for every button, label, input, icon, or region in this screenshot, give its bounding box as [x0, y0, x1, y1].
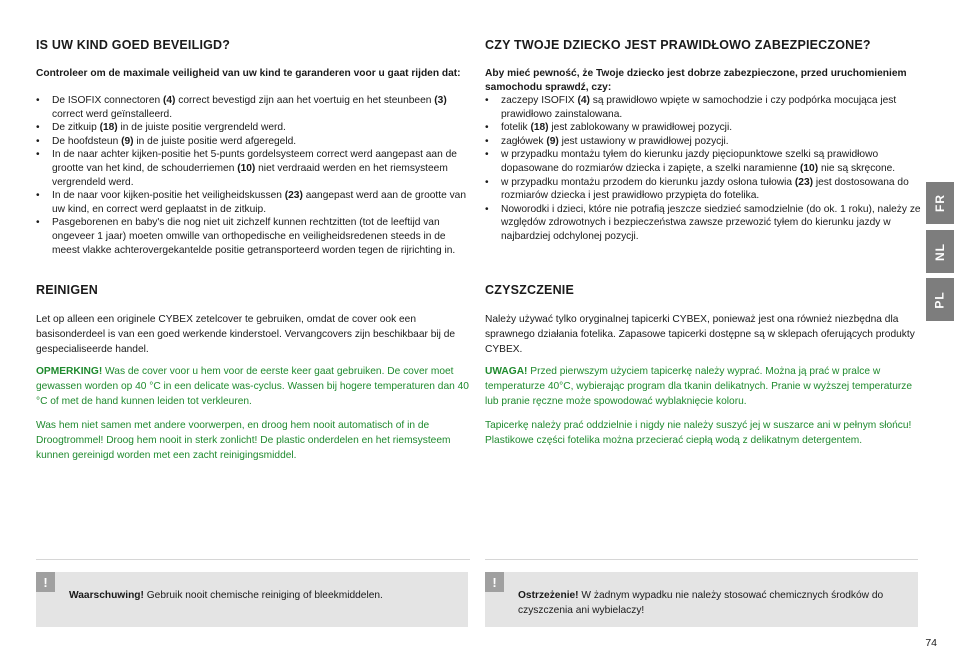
section-heading-safety: IS UW KIND GOED BEVEILIGD? [36, 38, 231, 52]
part-number: (10) [237, 162, 256, 174]
bullet-icon: • [485, 176, 489, 188]
lang-tab-label: FR [933, 194, 947, 212]
divider-left [36, 559, 470, 560]
part-number: (9) [121, 135, 134, 147]
item-text: aangepast werd aan de grootte van uw kind, en correct werd geplaatst in de zitkuip. [52, 190, 466, 215]
lang-tab-label: NL [933, 242, 947, 261]
checklist-item [36, 121, 470, 135]
item-text: In de naar achter kijken-positie het 5-punts gordelsysteem correct werd aangepast aan de grootte van het kind, de schouderriemen [52, 149, 457, 174]
bullet-icon: • [36, 149, 40, 161]
item-text: correct bevestigd zijn aan het voertuig en het steunbeen [175, 95, 435, 106]
item-text: De ISOFIX connectoren [52, 95, 163, 106]
cleaning-note-2: Tapicerkę należy prać oddzielnie i nigdy nie należy suszyć jej w suszarce ani w pełnym słońcu! Plastikowe części fotelika można przecierać ciepłą wodą z delikatnym detergentem. [485, 420, 912, 446]
part-number: (4) [577, 95, 590, 106]
item-text: nie są skręcone. [818, 162, 896, 174]
checklist-item [36, 94, 470, 121]
exclamation-icon: ! [485, 572, 504, 592]
section-heading-safety: CZY TWOJE DZIECKO JEST PRAWIDŁOWO ZABEZPIECZONE? [485, 38, 871, 52]
warning-box-dutch [36, 572, 468, 627]
exclamation-icon: ! [36, 572, 55, 592]
item-text: fotelik [501, 122, 531, 134]
item-text: in de juiste positie vergrendeld werd. [117, 122, 286, 134]
checklist-item [485, 148, 925, 175]
cleaning-body: Należy używać tylko oryginalnej tapicerki CYBEX, ponieważ jest ona również niezbędna dla sprawnego działania fotelika. Zapasowe tapicerki dostępne są w sklepach oferujących produkty CYBEX. [485, 314, 915, 355]
safety-intro: Aby mieć pewność, że Twoje dziecko jest dobrze zabezpieczone, przed uruchomieniem samochodu sprawdź, czy: [485, 68, 907, 93]
warning-body: Gebruik nooit chemische reiniging of bleekmiddelen. [143, 590, 383, 601]
item-text: in de juiste positie werd afgeregeld. [133, 135, 297, 147]
page-number: 74 [925, 637, 937, 649]
bullet-icon: • [485, 135, 489, 147]
checklist-item [485, 176, 925, 203]
part-number: (3) [434, 95, 447, 106]
safety-checklist [485, 94, 925, 244]
part-number: (4) [162, 95, 176, 106]
lang-tab-fr[interactable] [926, 182, 954, 224]
item-text: zagłówek [501, 135, 547, 147]
part-number: (18) [99, 122, 118, 134]
bullet-icon: • [36, 95, 40, 106]
checklist-item [36, 148, 470, 189]
checklist-item [485, 94, 925, 121]
warning-text [518, 588, 898, 618]
item-text: niet verdraaid werden en het riemsysteem vergrendeld werd. [52, 162, 448, 188]
lang-tab-label: PL [933, 290, 947, 309]
item-text: Noworodki i dzieci, które nie potrafią jeszcze siedzieć samodzielnie (do ok. 1 roku), należy ze względów zdrowotnych i bezpieczeństwa zawsze przewozić tyłem do kierunku jazdy w najbardziej odchylonej pozycji. [501, 203, 921, 242]
bullet-icon: • [485, 203, 489, 215]
item-text: Pasgeborenen en baby's die nog niet uit zichzelf kunnen rechtzitten (tot de leeftijd van ongeveer 1 jaar) moeten omwille van orthopedische en veiligheidsredenen steeds in de meest vlakke achterovergekantelde positie getransporteerd worden tegen de rijrichting in. [52, 217, 456, 256]
item-text: w przypadku montażu tyłem do kierunku jazdy pięciopunktowe szelki są prawidłowo dopasowane do rozmiarów dziecka i zapięte, a szelki naramienne [501, 149, 879, 174]
lang-tab-nl[interactable] [926, 230, 954, 273]
part-number: (23) [794, 176, 814, 188]
section-heading-cleaning: REINIGEN [36, 283, 99, 297]
safety-checklist [36, 94, 470, 257]
checklist-item [36, 135, 470, 149]
warning-box-polish [485, 572, 918, 627]
item-text: De zitkuip [52, 122, 100, 134]
item-text: jest dostosowana do rozmiarów dziecka i jest prawidłowo przypięta do fotelika. [501, 176, 909, 202]
item-text: są prawidłowo wpięte w samochodzie i czy podpórka mocująca jest prawidłowo zainstalowana. [501, 95, 897, 120]
item-text: w przypadku montażu przodem do kierunku jazdy osłona tułowia [501, 176, 795, 188]
bullet-icon: • [485, 122, 489, 134]
warning-label: Ostrzeżenie! [518, 590, 579, 601]
warning-label: Waarschuwing! [69, 590, 144, 601]
cleaning-body: Let op alleen een originele CYBEX zetelcover te gebruiken, omdat de cover ook een basisonderdeel is van een goed werkende kinderstoel. Vervangcovers zijn beschikbaar bij de gespecialiseerde handel. [36, 314, 456, 355]
lang-tab-pl[interactable] [926, 278, 954, 321]
part-number: (9) [546, 135, 559, 147]
checklist-item [36, 189, 470, 216]
part-number: (18) [530, 122, 549, 134]
checklist-item [485, 203, 925, 244]
item-text: In de naar voor kijken-positie het veiligheidskussen [52, 190, 285, 202]
item-text: jest ustawiony w prawidłowej pozycji. [558, 135, 729, 147]
item-text: De hoofdsteun [52, 135, 122, 147]
bullet-icon: • [36, 190, 40, 202]
cleaning-note-2: Was hem niet samen met andere voorwerpen, en droog hem nooit automatisch of in de Droogtrommel! Droog hem nooit in sterk zonlicht! De plastic onderdelen en het riemsysteem kunnen gereinigd worden met een zacht reinigingsmiddel. [36, 420, 451, 461]
item-text: zaczepy ISOFIX [501, 95, 578, 106]
divider-right [485, 559, 918, 560]
item-text: jest zablokowany w prawidłowej pozycji. [548, 122, 733, 134]
safety-intro: Controleer om de maximale veiligheid van uw kind te garanderen voor u gaat rijden dat: [36, 68, 461, 79]
note-label: UWAGA! [485, 366, 528, 377]
note-text: Przed pierwszym użyciem tapicerkę należy wyprać. Można ją prać w pralce w temperaturze 40°C, wybierając program dla tkanin delikatnych. Pranie w wyższej temperaturze lub pranie ręczne może spowodować wyblaknięcie koloru. [485, 366, 913, 407]
item-text: correct werd geïnstalleerd. [52, 108, 173, 120]
checklist-item [485, 121, 925, 135]
section-heading-cleaning: CZYSZCZENIE [485, 283, 575, 297]
checklist-item [36, 216, 470, 257]
bullet-icon: • [36, 217, 40, 229]
bullet-icon: • [485, 95, 489, 106]
bullet-icon: • [485, 149, 489, 161]
part-number: (10) [800, 162, 819, 174]
note-label: OPMERKING! [36, 366, 103, 377]
note-text: Was de cover voor u hem voor de eerste keer gaat gebruiken. De cover moet gewassen worden op 40 °C in een delicate was-cyclus. Wassen bij hogere temperaturen dan 40 °C of met de hand kunnen leiden tot verkleuren. [36, 366, 469, 407]
warning-text [69, 588, 448, 603]
cleaning-note [36, 364, 470, 409]
cleaning-note [485, 364, 925, 409]
bullet-icon: • [36, 122, 40, 134]
part-number: (23) [284, 190, 303, 202]
warning-body: W żadnym wypadku nie należy stosować chemicznych środków do czyszczenia ani wybielaczy! [518, 590, 884, 616]
checklist-item [485, 135, 925, 149]
bullet-icon: • [36, 135, 40, 147]
